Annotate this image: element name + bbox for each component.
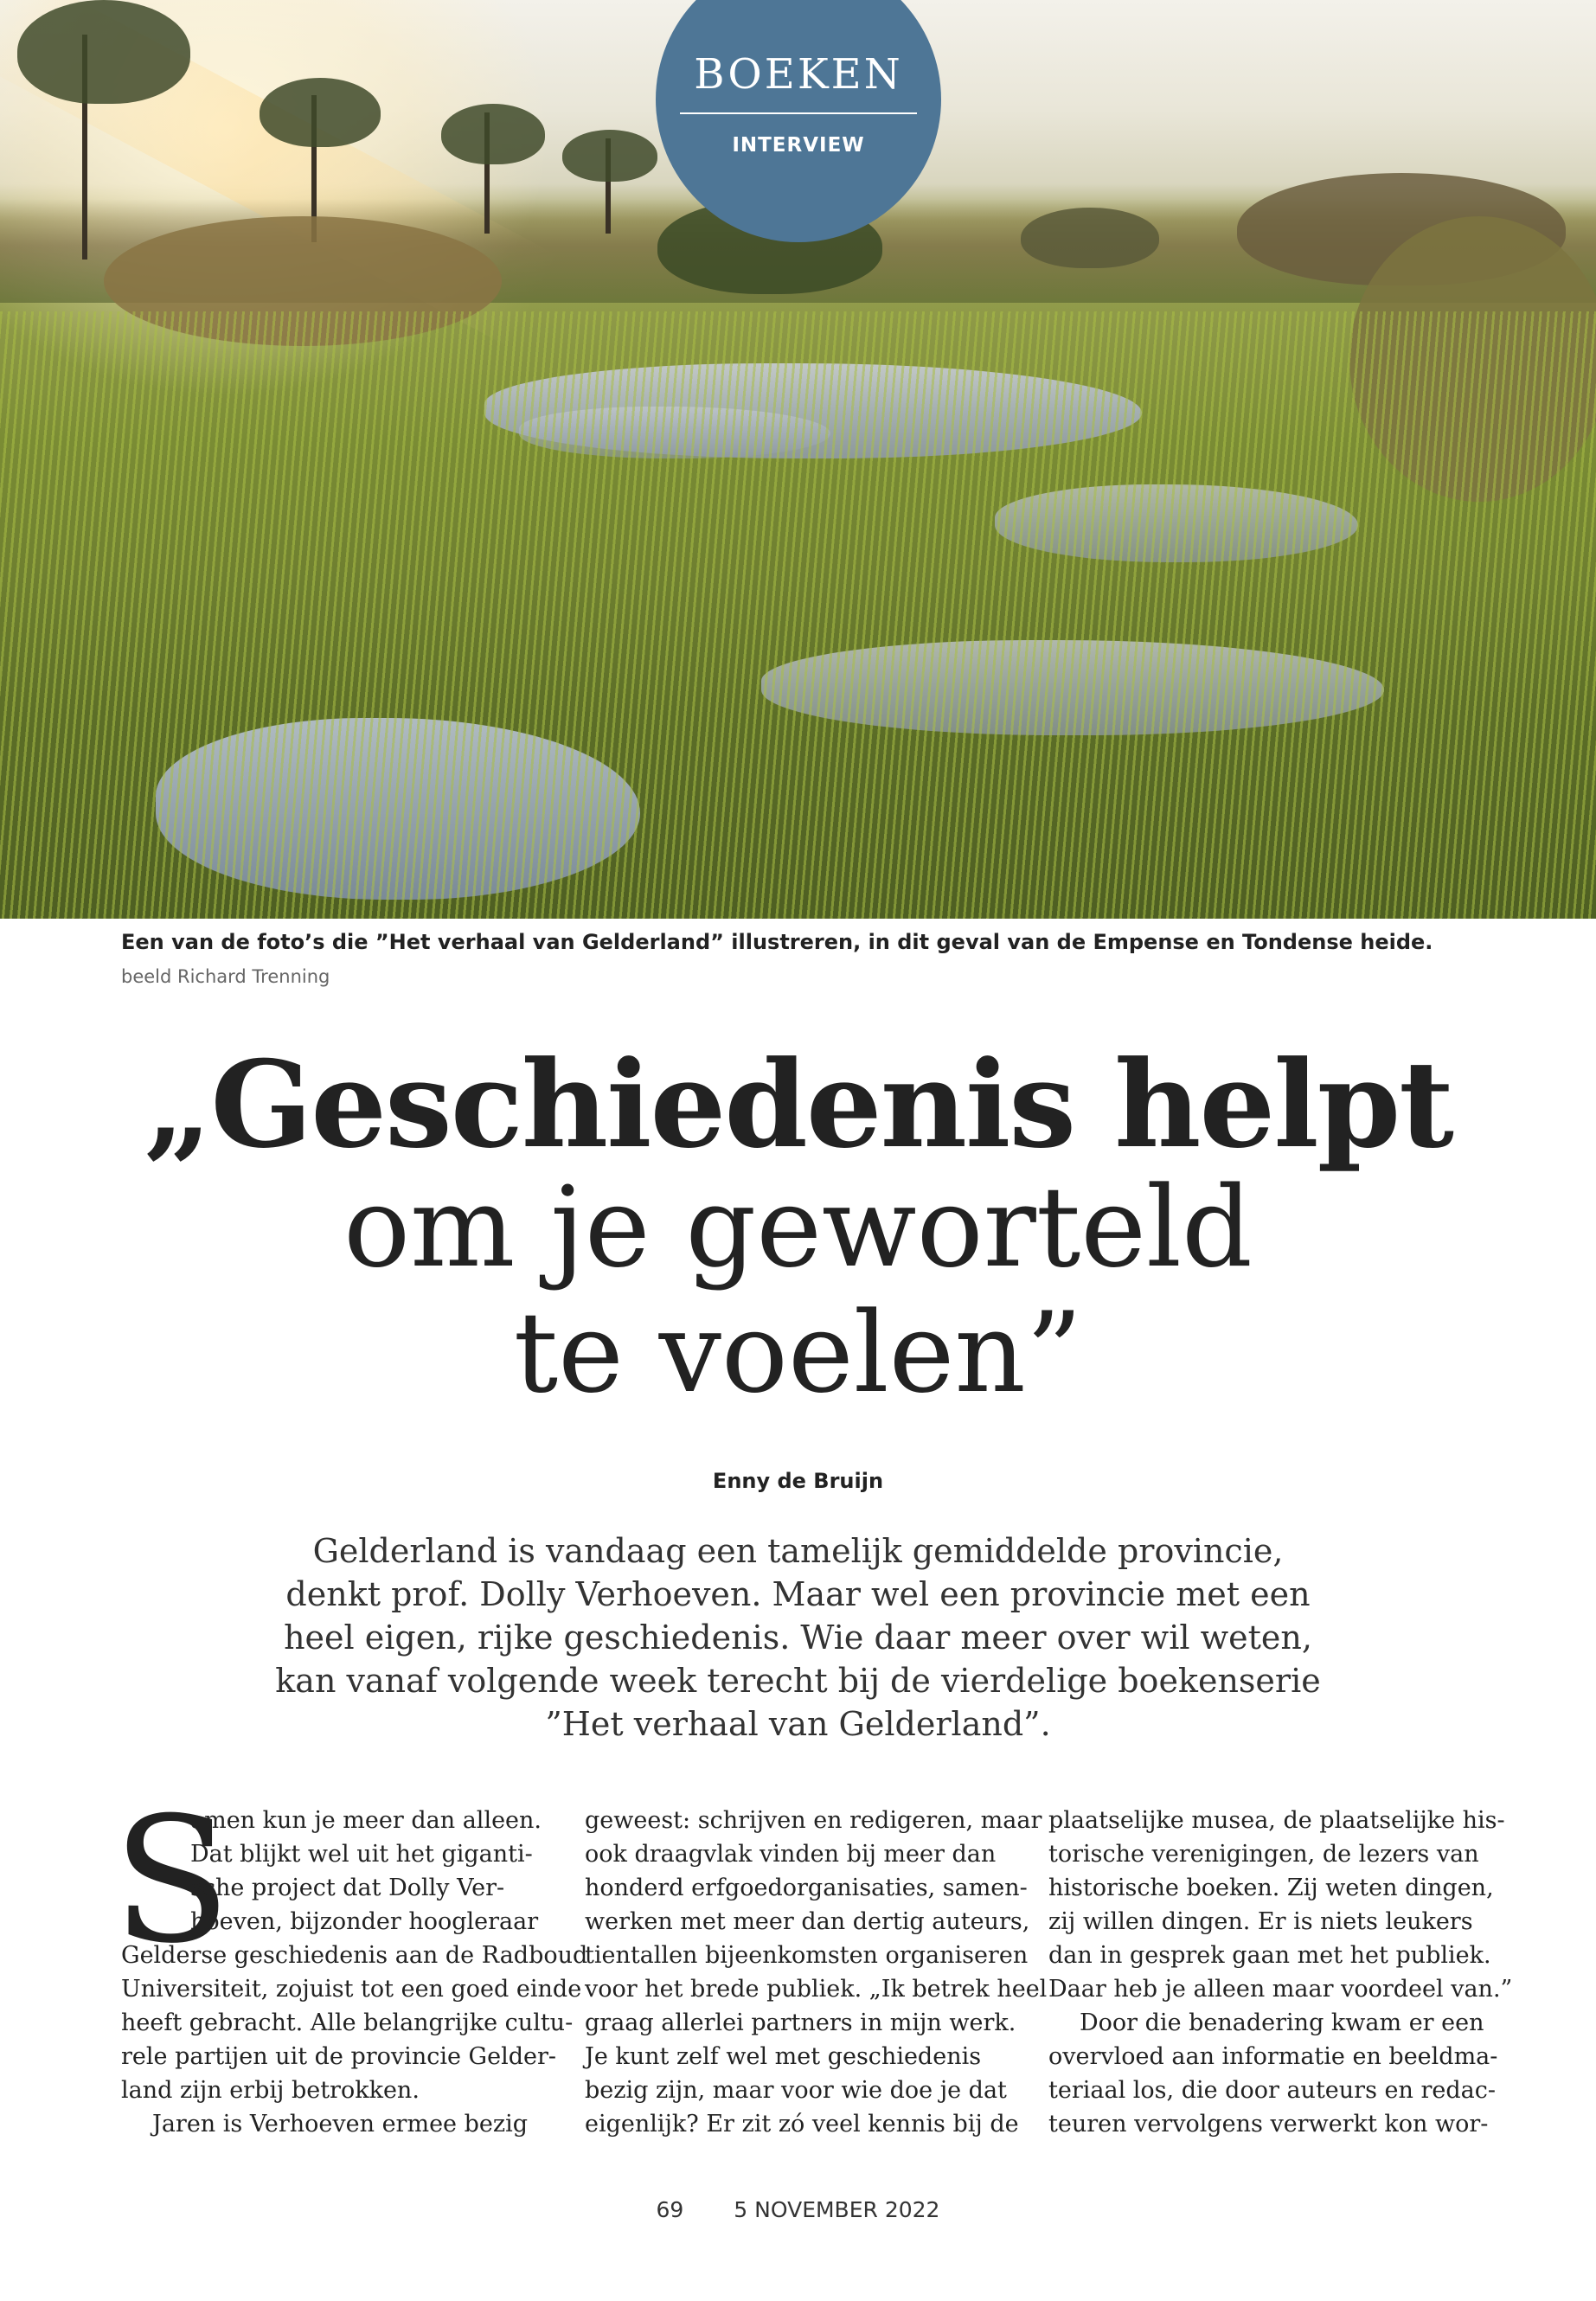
body-line: Door die benadering kwam er een <box>1080 2009 1484 2036</box>
intro-line: heel eigen, rijke geschiedenis. Wie daar meer over wil weten, <box>284 1618 1312 1657</box>
body-line: heeft gebracht. Alle belangrijke cultu- <box>121 2009 574 2036</box>
byline: Enny de Bruijn <box>712 1469 884 1493</box>
drop-cap: S <box>112 1780 232 1982</box>
body-line: ook draagvlak vinden bij meer dan <box>585 1841 997 1868</box>
body-line: Jaren is Verhoeven ermee bezig <box>152 2111 529 2138</box>
tree-crown <box>441 104 545 164</box>
body-line: historische boeken. Zij weten dingen, <box>1048 1875 1494 1901</box>
body-line: land zijn erbij betrokken. <box>121 2077 420 2104</box>
tree-crown <box>1021 208 1159 268</box>
body-line: eigenlijk? Er zit zó veel kennis bij de <box>585 2111 1019 2138</box>
intro-line: ”Het verhaal van Gelderland”. <box>545 1705 1051 1743</box>
body-line: zij willen dingen. Er is niets leukers <box>1048 1908 1473 1935</box>
headline-line-3: te voelen” <box>513 1289 1083 1418</box>
body-line: Dat blijkt wel uit het giganti- <box>190 1841 533 1868</box>
section-title: BOEKEN <box>694 50 903 99</box>
body-line: tientallen bijeenkomsten organiseren <box>585 1942 1029 1969</box>
body-line: werken met meer dan dertig auteurs, <box>585 1908 1030 1935</box>
body-line: sche project dat Dolly Ver- <box>190 1875 505 1901</box>
body-line: torische verenigingen, de lezers van <box>1048 1841 1479 1868</box>
body-line: plaatselijke musea, de plaatselijke his- <box>1048 1807 1505 1834</box>
body-column-2 <box>585 1804 1048 2141</box>
intro-paragraph <box>260 1529 1336 1746</box>
page-footer <box>0 2197 1596 2222</box>
body-line: bezig zijn, maar voor wie doe je dat <box>585 2077 1007 2104</box>
body-line: teuren vervolgens verwerkt kon wor- <box>1048 2111 1489 2138</box>
body-line: teriaal los, die door auteurs en redac- <box>1048 2077 1496 2104</box>
body-line: rele partijen uit de provincie Gelder- <box>121 2043 556 2070</box>
intro-line: denkt prof. Dolly Verhoeven. Maar wel een provincie met een <box>285 1575 1311 1613</box>
headline-line-1: „Geschiedenis helpt <box>144 1034 1452 1175</box>
tree-crown <box>562 130 657 182</box>
badge-divider <box>680 112 917 114</box>
body-line: voor het brede publiek. „Ik betrek heel <box>585 1976 1048 2003</box>
issue-date: 5 NOVEMBER 2022 <box>734 2197 940 2222</box>
body-line: honderd erfgoedorganisaties, samen- <box>585 1875 1028 1901</box>
intro-line: Gelderland is vandaag een tamelijk gemiddelde provincie, <box>312 1532 1284 1570</box>
body-line: Je kunt zelf wel met geschiedenis <box>585 2043 982 2070</box>
body-line: graag allerlei partners in mijn werk. <box>585 2009 1016 2036</box>
photo-caption: Een van de foto’s die ”Het verhaal van Gelderland” illustreren, in dit geval van de Empense en Tondense heide. <box>121 930 1433 954</box>
headline-line-2: om je geworteld <box>343 1163 1253 1292</box>
body-line: Gelderse geschiedenis aan de Radboud <box>121 1942 588 1969</box>
section-subtitle: INTERVIEW <box>732 134 865 157</box>
tree-crown <box>260 78 381 147</box>
grass-field <box>0 311 1596 919</box>
body-line: geweest: schrijven en redigeren, maar <box>585 1807 1042 1834</box>
page-number: 69 <box>656 2197 684 2222</box>
body-line: amen kun je meer dan alleen. <box>190 1807 542 1834</box>
body-line: overvloed aan informatie en beeldma- <box>1048 2043 1498 2070</box>
body-line: Universiteit, zojuist tot een goed einde <box>121 1976 582 2003</box>
photo-credit: beeld Richard Trenning <box>121 966 330 987</box>
body-line: hoeven, bijzonder hoogleraar <box>190 1908 539 1935</box>
intro-line: kan vanaf volgende week terecht bij de vierdelige boekenserie <box>275 1662 1321 1700</box>
body-line: Daar heb je alleen maar voordeel van.” <box>1048 1976 1513 2003</box>
body-column-3 <box>1048 1804 1513 2141</box>
tree-crown <box>17 0 190 104</box>
body-line: dan in gesprek gaan met het publiek. <box>1048 1942 1491 1969</box>
body-column-1 <box>121 1804 588 2141</box>
